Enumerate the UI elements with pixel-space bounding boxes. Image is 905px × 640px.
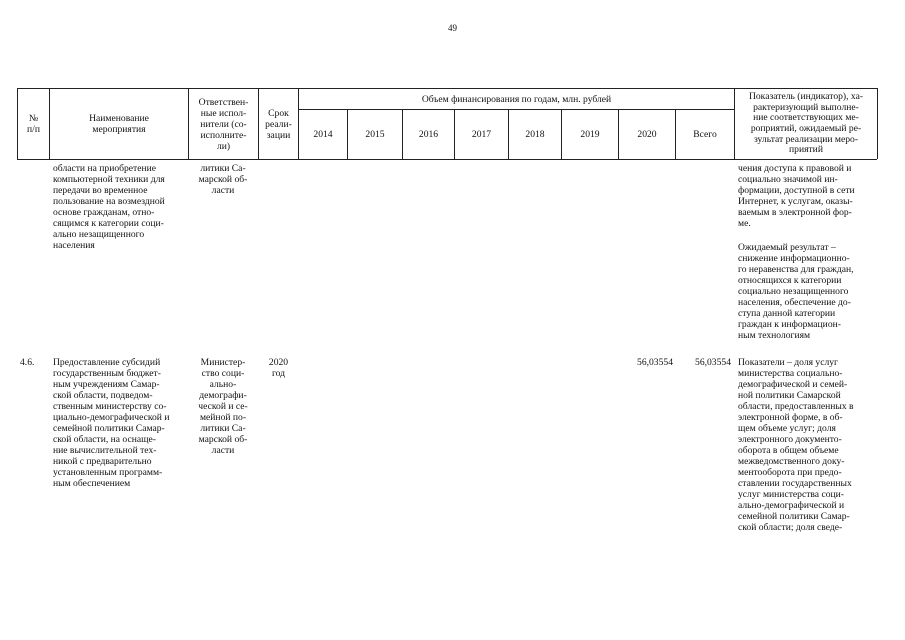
header-year-2015: 2015 (365, 129, 385, 140)
header-indicator: Показатель (индикатор), ха- рактеризующий выполне- ние соответствующих ме- роприятий, ожидаемый ре- зультат реализации меро- приятий (748, 91, 864, 156)
header-bottom-border (17, 159, 877, 160)
row-46-indicator: Показатели – доля услуг министерства социально- демографической и семей- ной политики Самарской области, предоставленных в электронной форме, в об- щем объеме услуг; доля электронного документо- оборота в общем объеме межведомственного доку- ментооборота при предо- ставлении государственных услуг министерства соци- ально-демографической и семейной политики Самар- ской области; доля сведе- (738, 357, 854, 533)
header-name: Наименование мероприятия (89, 113, 149, 135)
row-cont-indicator-2: Ожидаемый результат – снижение информационно- го неравенства для граждан, относящихся к категории социально незащищенного населения, обеспечение до- ступа данной категории граждан к информацион- ным технологиям (738, 242, 854, 341)
header-year-2019: 2019 (580, 129, 600, 140)
header-number: № п/п (27, 113, 40, 135)
header-term: Срок реали- зации (265, 107, 292, 141)
header-responsible: Ответствен- ные испол- нители (со- исполните- ли) (198, 96, 249, 152)
row-cont-indicator-1: чения доступа к правовой и социально значимой ин- формации, доступной в сети Интернет, к услугам, оказы- ваемым в электронной фор- ме. (738, 163, 855, 229)
header-year-2018: 2018 (525, 129, 545, 140)
row-46-number: 4.6. (20, 357, 35, 368)
row-46-amount-2020: 56,03554 (637, 357, 673, 368)
header-year-2014: 2014 (313, 129, 333, 140)
header-year-2017: 2017 (471, 129, 492, 140)
row-46-term: 2020 год (268, 357, 289, 379)
row-46-responsible: Министер- ство соци- ально- демографи- ческой и се- мейной по- литики Са- марской об- ласти (198, 357, 248, 456)
row-cont-responsible: литики Са- марской об- ласти (198, 163, 248, 196)
row-46-amount-total: 56,03554 (695, 357, 731, 368)
page-number: 49 (448, 23, 457, 33)
table-right-border (877, 88, 878, 159)
row-cont-name: области на приобретение компьютерной техники для передачи во временное пользование на возмездной основе гражданам, отно- сящимся к категории соци- ально незащищенного населения (53, 163, 165, 251)
header-year-2016: 2016 (418, 129, 439, 140)
row-46-name: Предоставление субсидий государственным бюджет- ным учреждениям Самар- ской области, подведом- ственным министерству со- циально-демографической и семейной политики Самар- ской области, на оснаще- ние вычислительной тех- никой с предварительно установленным программ- ным обеспечением (53, 357, 170, 489)
header-funding: Объем финансирования по годам, млн. рублей (421, 93, 612, 105)
header-year-2020: 2020 (637, 129, 657, 140)
header-total: Всего (693, 129, 717, 140)
